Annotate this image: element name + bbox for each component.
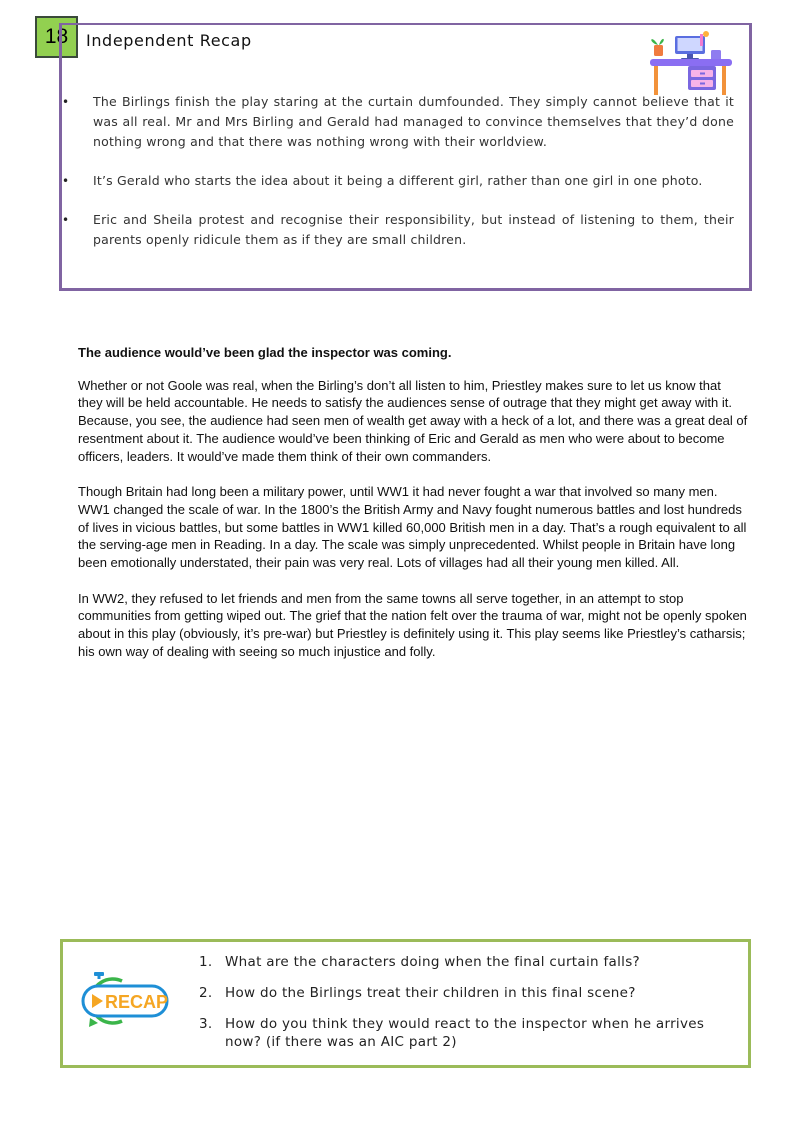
question-text: How do the Birlings treat their children in this final scene?: [225, 985, 636, 1001]
question-number: 2.: [199, 985, 213, 1001]
question-item: [199, 1015, 729, 1051]
article-paragraph: In WW2, they refused to let friends and men from the same towns all serve together, in an attempt to stop communities from getting wiped out. The grief that the nation felt over the trauma of war, might not be openly spoken about in this play (obviously, it’s pre-war) but Priestley is definitely using it. This play seems like Priestley’s catharsis; his own way of dealing with seeing so much injustice and folly.: [78, 590, 747, 659]
question-text: How do you think they would react to the inspector when he arrives now? (if there was an AIC part 2): [225, 1016, 705, 1050]
recap-title: Independent Recap: [86, 31, 252, 50]
question-item: [199, 984, 729, 1002]
recap-stopwatch-icon: [78, 971, 170, 1031]
article-section: [78, 344, 748, 679]
question-number: 3.: [199, 1016, 213, 1032]
recap-badge-label: RECAP: [105, 992, 169, 1012]
recap-bullet-list: [62, 92, 734, 269]
recap-bullet: • It’s Gerald who starts the idea about it being a different girl, rather than one girl in one photo.: [62, 171, 734, 191]
question-item: [199, 953, 729, 971]
desk-icon: [648, 31, 734, 97]
article-paragraph: Whether or not Goole was real, when the Birling’s don’t all listen to him, Priestley makes sure to let us know that they will be held accountable. He needs to satisfy the audiences sense of outrage that they might get away with it. Because, you see, the audience had seen men of wealth get away with a heck of a lot, and there was a great deal of resentment about it. The audience would’ve been thinking of Eric and Gerald as men who were about to become officers, leaders. It would’ve made them think of their own commanders.: [78, 377, 748, 464]
question-number: 1.: [199, 954, 213, 970]
question-text: What are the characters doing when the final curtain falls?: [225, 954, 640, 970]
article-heading: The audience would’ve been glad the inspector was coming.: [78, 345, 452, 360]
article-paragraph: Though Britain had long been a military power, until WW1 it had never fought a war that involved so many men. WW1 changed the scale of war. In the 1800’s the British Army and Navy fought numerous battles and lost hundreds of lives in vicious battles, but some battles in WW1 killed 60,000 British men in a day. That’s a rough equivalent to all the serving-age men in Reading. In a day. The scale was simply unprecedented. Whilst people in Britain have long been emotionally understated, their pain was very real. Lots of villages had all their young men killed. All.: [78, 484, 747, 571]
recap-questions-list: [199, 953, 729, 1064]
recap-bullet: • Eric and Sheila protest and recognise their responsibility, but instead of listening to them, their parents openly ridicule them as if they are small children.: [62, 210, 734, 250]
page-number-badge: 18: [35, 16, 78, 58]
recap-bullet: • The Birlings finish the play staring at the curtain dumfounded. They simply cannot believe that it was all real. Mr and Mrs Birling and Gerald had managed to convince themselves that they’d done nothing wrong and that there was nothing wrong with their worldview.: [62, 92, 734, 152]
